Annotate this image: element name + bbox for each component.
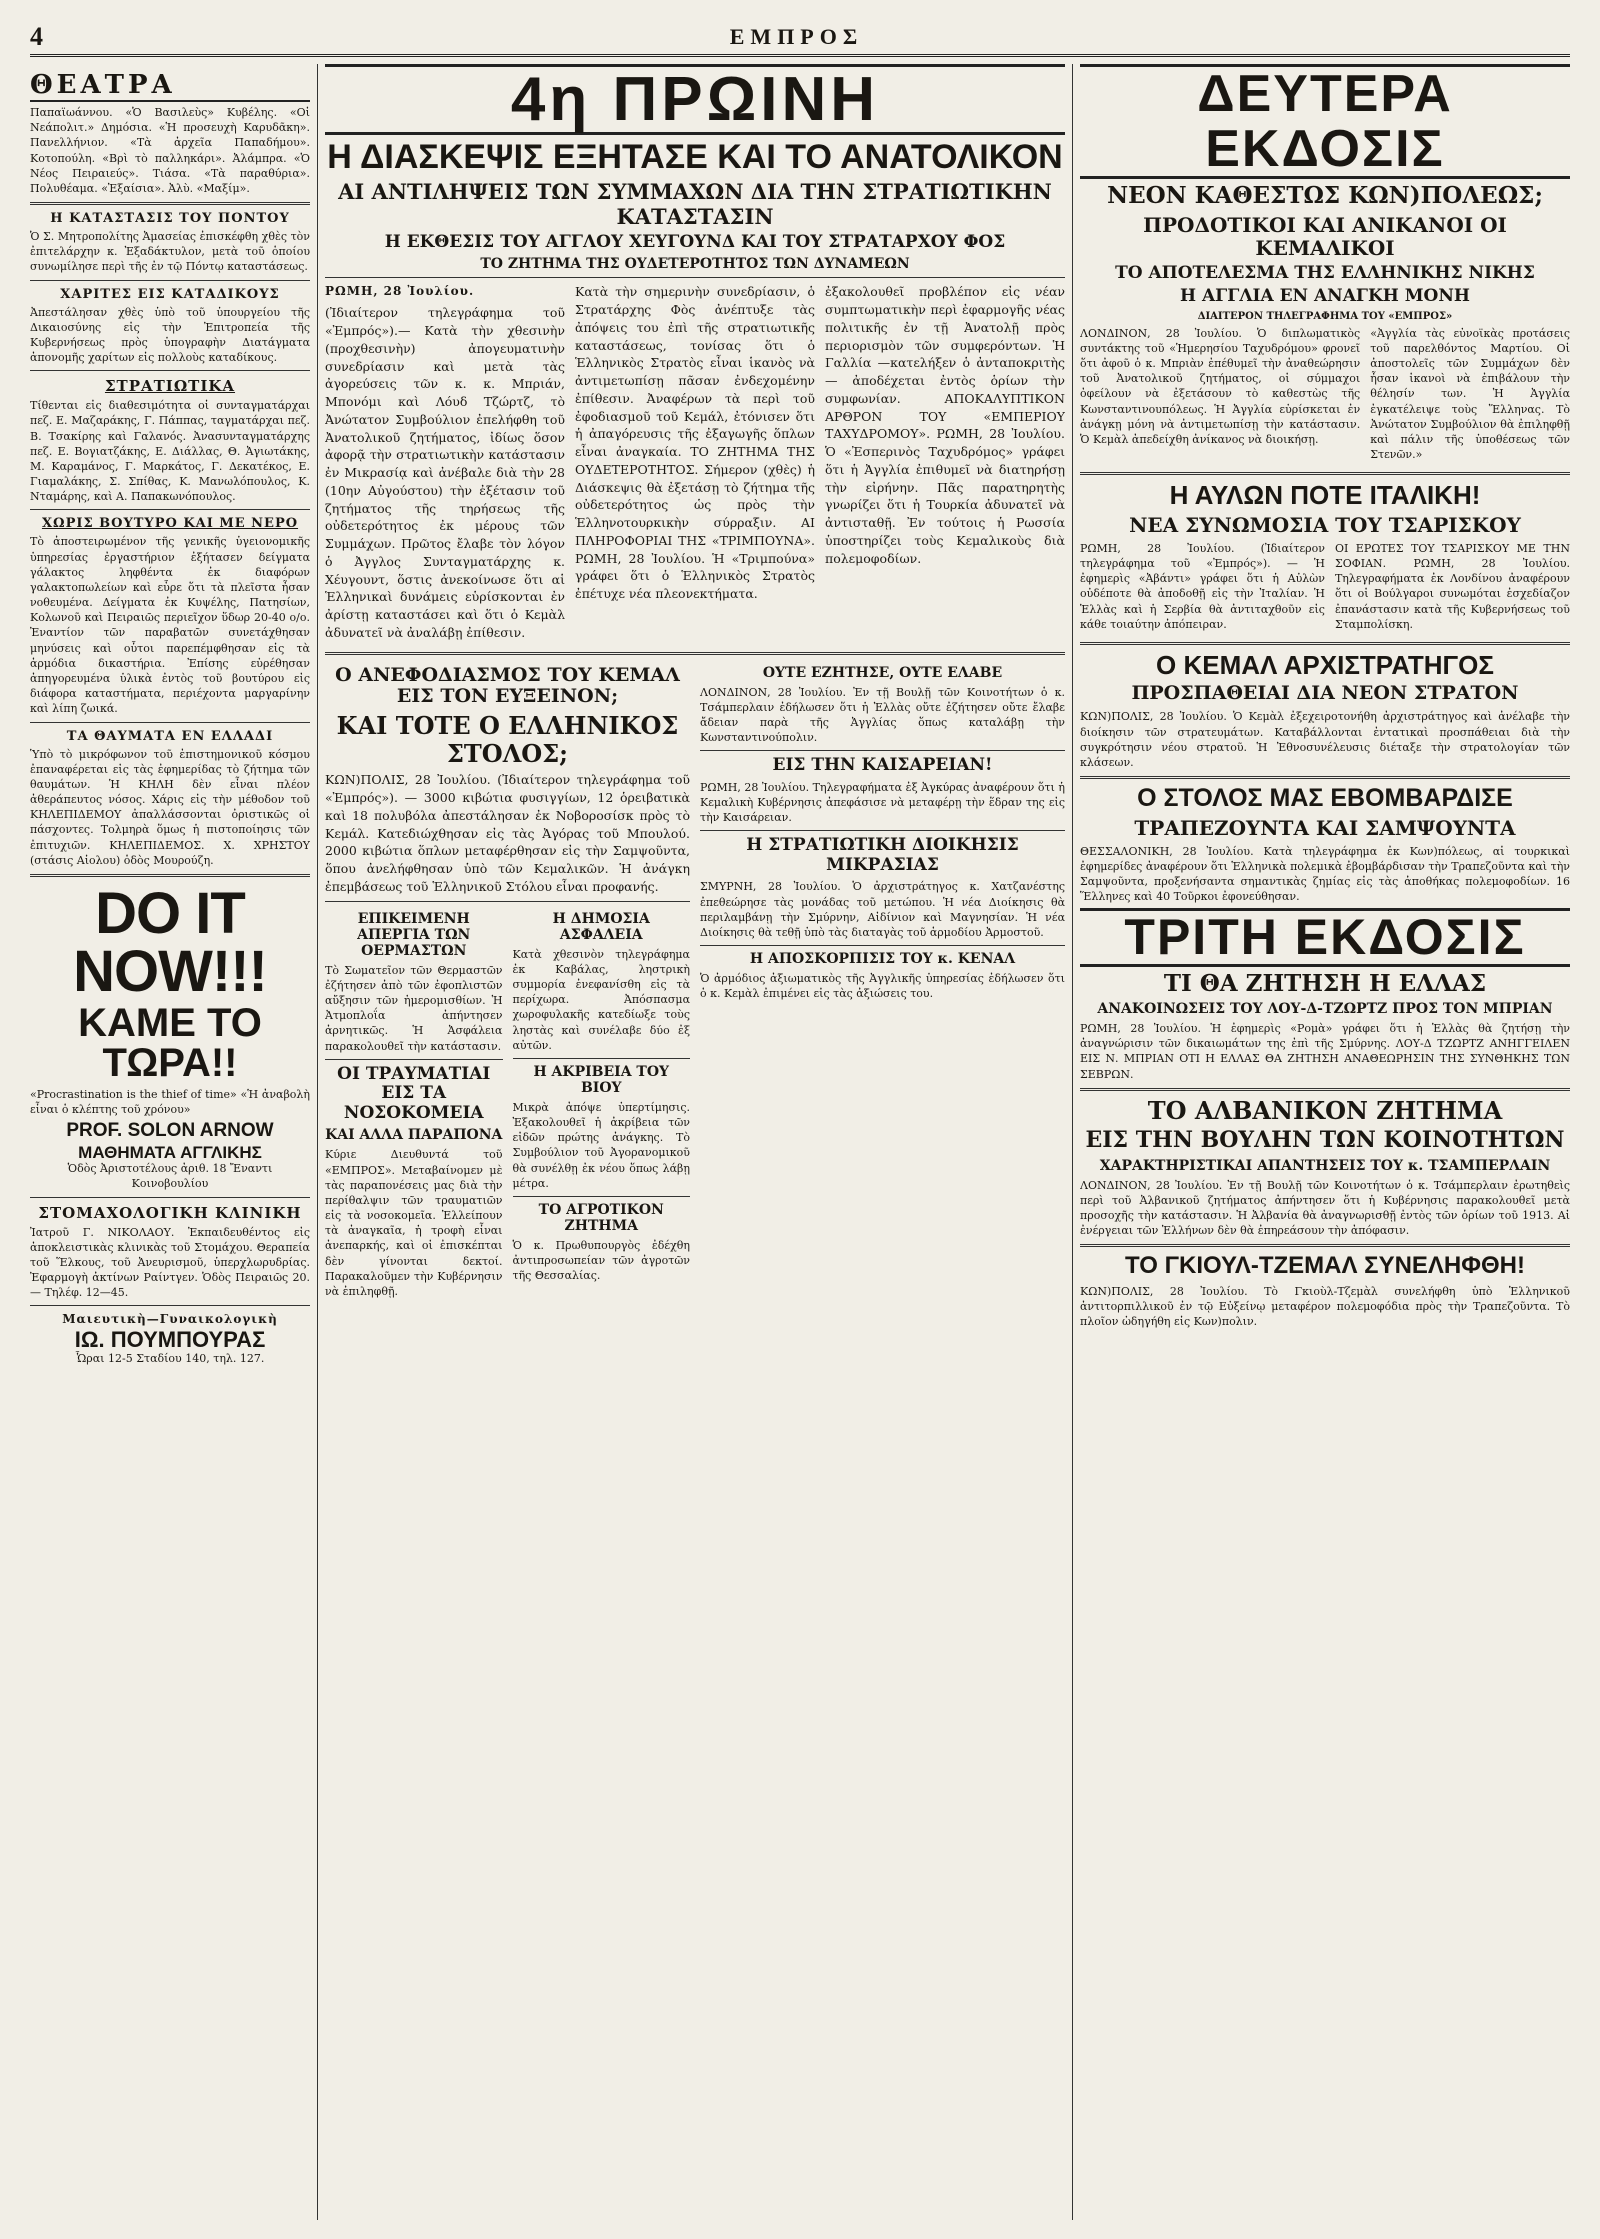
middle-lower [325,661,1065,1304]
graces-title: ΧΑΡΙΤΕΣ ΕΙΣ ΚΑΤΑΔΙΚΟΥΣ [60,286,280,302]
trebizond-h: ΤΡΑΠΕΖΟΥΝΤΑ ΚΑΙ ΣΑΜΨΟΥΝΤΑ [1134,815,1516,840]
albania-h2: ΕΙΣ ΤΗΝ ΒΟΥΛΗΝ ΤΩΝ ΚΟΙΝΟΤΗΤΩΝ [1085,1127,1565,1154]
avlon-h: Η ΑΥΛΩΝ ΠΟΤΕ ΙΤΑΛΙΚΗ! [1169,480,1481,511]
second-h2: ΠΡΟΔΟΤΙΚΟΙ ΚΑΙ ΑΝΙΚΑΝΟΙ ΟΙ ΚΕΜΑΛΙΚΟΙ [1143,212,1507,260]
sub3-text: Κύριε Διευθυντά τοῦ «ΕΜΠΡΟΣ». Μεταβαίνομεν μὲ τὰς παραπονέσεις μας διὰ τὴν περίθαλψιν τῶν τραυματιῶν εἰς τὰ νοσοκομεῖα. Ἐλλείπουν τὰ ἀναγκαῖα, ἡ τροφὴ εἶναι ἀνεπαρκής, καὶ οἱ ἐπισκέπται δὲν γίνονται δεκτοί. Παρακαλοῦμεν τὴν Κυβέρνησιν νὰ ἐπιληφθῇ. [325,1148,503,1298]
avlon-text: ΡΩΜΗ, 28 Ἰουλίου. (Ἰδιαίτερον τηλεγράφημα τοῦ «Ἐμπρός»). — Ἡ ἐφημερὶς «Ἀβάντι» γράφει ὅτι ἡ Αὐλὼν οὐδέποτε θὰ ἀποδοθῇ εἰς τὴν Ἰταλίαν. Ἡ Ἑλλὰς καὶ ἡ Σερβία θὰ ἀντιταχθοῦν εἰς κάθε τοιαύτην ἀπόπειραν. [1080,541,1325,631]
theatre-text: Παπαϊωάννου. «Ὁ Βασιλεὺς» Κυβέλης. «Οἱ Νεάπολιτ.» Δημόσια. «Ἡ προσευχὴ Καρυδᾶκη». Πανελλήνιον. «Τὰ ἀρχεῖα Παπαδήμου». Κοτοπούλη. «Βρὶ τὸ παλληκάρι». Ἀλάμπρα. «Ὁ Νέος Πειραιεύς». Τιάσα. «Τὰ παραθύρια». Πολυθέαμα. «Ἐξαίσια». Ἀλὺ. «Μαξίμ». [30,106,310,195]
pontus-title: Η ΚΑΤΑΣΤΑΣΙΣ ΤΟΥ ΠΟΝΤΟΥ [50,211,290,227]
lead-text-b: Κατὰ τὴν σημερινὴν συνεδρίασιν, ὁ Στρατάρχης Φὸς ἀνέπτυξε τὰς ἀπόψεις του ἐπὶ τῆς στρατιωτικῆς καταστάσεως, τονίσας ὅτι ὁ Ἑλληνικὸς Στρατὸς εἶναι ἱκανὸς νὰ ἀντιμετωπίσῃ πᾶσαν ἐνδεχομένην ἐπίθεσιν. Ἀναφέρων τὰ περὶ τοῦ ἐφοδιασμοῦ τοῦ Κεμάλ, ἐτόνισεν ὅτι ἡ ἀπαγόρευσις τῆς ἐξαγωγῆς ὅπλων εἶναι ἀναγκαία. ΤΟ ΖΗΤΗΜΑ ΤΗΣ ΟΥΔΕΤΕΡΟΤΗΤΟΣ. Σήμερον (χθὲς) ἡ Διάσκεψις θὰ ἐξετάσῃ τὸ ζήτημα τῆς οὐδετερότητος ὡς πρὸς τὴν Ἑλληνοτουρκικὴν σύρραξιν. ΑΙ ΠΛΗΡΟΦΟΡΙΑΙ ΤΗΣ «ΤΡΙΜΠΟΥΝΑ». ΡΩΜΗ, 28 Ἰουλίου. Ἡ «Τριμπούνα» γράφει ὅτι ὁ Ἑλληνικὸς Στρατὸς ἐπέτυχε νέα πλεονεκτήματα. [575,284,815,602]
masthead [30,20,1570,57]
column-right [1080,64,1570,2220]
column-middle [325,64,1065,2220]
sub1-title: Ο ΑΝΕΦΟΔΙΑΣΜΟΣ ΤΟΥ ΚΕΜΑΛ ΕΙΣ ΤΟΝ ΕΥΞΕΙΝΟΝ; [335,663,680,708]
column-left [30,64,310,2220]
obstetric-name: ΙΩ. ΠΟΥΜΠΟΥΡΑΣ [74,1327,266,1353]
lead-text-a: (Ἰδιαίτερον τηλεγράφημα τοῦ «Ἐμπρός»).— Κατὰ τὴν χθεσινὴν (προχθεσινὴν) ἀπογευματινὴν συνεδρίασιν καὶ μετὰ τὰς ἀγορεύσεις τῶν κ. κ. Μπριάν, Μπονόμι καὶ Λόυδ Τζώρτζ, τὸ Ἀνώτατον Συμβούλιον ἐπελήφθη τοῦ Ἀνατολικοῦ ζητήματος, ἰδίως ὅσον ἀφορᾷ τὴν στρατιωτικὴν κατάστασιν ἐν Μικρασίᾳ καὶ ἀνέβαλε διὰ τὴν 28 (10ην Αὐγούστου) τὴν ἐξέτασιν τοῦ ζητήματος τῆς τηρήσεως τῆς οὐδετερότητος ἐκ μέρους τῶν Συμμάχων. Πρῶτος ἔλαβε τὸν λόγον ὁ Ἀγγλος Συνταγματάρχης κ. Χέυγουντ, ὅστις ἀνεκοίνωσε ὅτι αἱ Ἑλληνικαὶ δυνάμεις εὑρίσκονται ἐν ἀρίστῃ καταστάσει καὶ ὅτι ὁ Κεμὰλ ἀδυνατεῖ νὰ ἀναλάβῃ ἐπίθεσιν. [325,305,565,640]
newspaper-page [30,20,1570,2220]
tsar-h: ΝΕΑ ΣΥΝΩΜΟΣΙΑ ΤΟΥ ΤΣΑΡΙΣΚΟΥ [1129,512,1521,537]
second-text2: «Ἀγγλία τὰς εὐνοϊκὰς προτάσεις τοῦ παρελθόντος Μαρτίου. Οἱ ἀποστολεῖς τῶν Συμμάχων δὲν ἦσαν ἱκανοὶ νὰ ἐπιβάλουν τὴν θέλησίν των. Ἡ Ἀγγλία ἐγκατέλειψε τοὺς Ἕλληνας. Τὸ Ἀνώτατον Συμβούλιον θὰ ἐπιληφθῇ καὶ πάλιν τῆς ὑποθέσεως τῶν Στενῶν.» [1370,326,1570,462]
army-h: ΠΡΟΣΠΑΘΕΙΑΙ ΔΙΑ ΝΕΟΝ ΣΤΡΑΤΟΝ [1131,682,1519,705]
albania-h1: ΤΟ ΑΛΒΑΝΙΚΟΝ ΖΗΤΗΜΑ [1147,1095,1503,1125]
butter-text: Τὸ ἀποστειρωμένον τῆς γενικῆς ὑγειονομικῆς ὑπηρεσίας ἐργαστήριον ἐξήτασεν δείγματα γάλακτος ληφθέντα ἐκ διαφόρων γαλακτοπωλείων καὶ εὗρε ὅτι τὰ πλεῖστα ἦσαν νοθευμένα. Δείγματα ἐκ Κυψέλης, Πατησίων, Κολωνοῦ καὶ Πειραιῶς περιεῖχον ὕδωρ 20-40 ο/ο. Ἐναντίον τῶν παραβατῶν συνετάχθησαν μηνύσεις καὶ οὗτοι παρεπέμφθησαν εἰς τὰ ἁρμόδια δικαστήρια. Ἐπίσης εὑρέθησαν ἀπηγορευμένα ὑλικὰ ἐντὸς τοῦ βουτύρου εἰς διάφορα καταστήματα, περιέχοντα μαργαρίνην καὶ λίπη ζωικά. [30,535,310,716]
sub1-text: ΚΩΝ)ΠΟΛΙΣ, 28 Ἰουλίου. (Ἰδιαίτερον τηλεγράφημα τοῦ «Ἐμπρός»). — 3000 κιβώτια φυσιγγίων, 12 ὁρειβατικὰ καὶ 18 πολυβόλα ἀπεστάλησαν ἐκ Νοβοροσίσκ πρὸς τὸ Κεμάλ. Κατεδιώχθησαν εἰς τὰς Ἀγόρας τοῦ Μπουλού. 2000 κιβώτια ὅπλων μεταφέρθησαν εἰς τὴν Σαμψοῦντα, ὅπου ἀνελήφθησαν ὑπὸ τῶν Κεμαλικῶν. Ἡ ἀνάγκη ἐπεμβάσεως τοῦ Ἑλληνικοῦ Στόλου εἶναι προφανής. [325,772,690,894]
albania-h3: ΧΑΡΑΚΤΗΡΙΣΤΙΚΑΙ ΑΠΑΝΤΗΣΕΙΣ ΤΟΥ κ. ΤΣΑΜΠΕΡΛΑΙΝ [1099,1157,1551,1174]
second-h1: ΝΕΟΝ ΚΑΘΕΣΤΩΣ ΚΩΝ)ΠΟΛΕΩΣ; [1107,182,1543,210]
second-credit: ΔΙΑΙΤΕΡΟΝ ΤΗΛΕΓΡΑΦΗΜΑ ΤΟΥ «ΕΜΠΡΟΣ» [1197,310,1453,322]
third-text: ΡΩΜΗ, 28 Ἰουλίου. Ἡ ἐφημερὶς «Ρομὰ» γράφει ὅτι ἡ Ἑλλὰς θὰ ζητήσῃ τὴν ἀναγνώρισιν τῶν δικαιωμάτων της ἐπὶ τῆς Σμύρνης. ΛΟΥ-Δ ΤΖΩΡΤΖ ΑΝΗΓΓΕΙΛΕΝ ΕΙΣ Ν. ΜΠΡΙΑΝ ΟΤΙ Η ΕΛΛΑΣ ΘΑ ΖΗΤΗΣΗ ΑΝΑΘΕΩΡΗΣΙΝ ΤΗΣ ΣΥΝΘΗΚΗΣ ΤΩΝ ΣΕΒΡΩΝ. [1080,1022,1570,1081]
sub2-title: ΕΠΙΚΕΙΜΕΝΗ ΑΠΕΡΓΙΑ ΤΩΝ ΟΕΡΜΑΣΤΩΝ [357,910,471,959]
butter-title: ΧΩΡΙΣ ΒΟΥΤΥΡΟ ΚΑΙ ΜΕ ΝΕΡΟ [41,516,299,532]
wonders-title: ΤΑ ΘΑΥΜΑΤΑ ΕΝ ΕΛΛΑΔΙ [66,728,274,744]
albania-text: ΛΟΝΔΙΝΟΝ, 28 Ἰουλίου. Ἐν τῇ Βουλῇ τῶν Κοινοτήτων ὁ κ. Τσάμπερλαιν ἐρωτηθεὶς περὶ τοῦ Ἀλβανικοῦ ζητήματος ἀπήντησεν ὅτι ἡ Κυβέρνησις παρακολουθεῖ μετὰ προσοχῆς τὴν κατάστασιν. Ἡ Ἀλβανία θὰ ἀναγνωρισθῇ ἐντὸς τῶν ὁρίων τοῦ 1913. Αἱ ἐνέργειαι τῶν Ἑλλήνων δὲν θὰ ἐπηρεάσουν τὴν ἀπόφασιν. [1080,1178,1570,1238]
graces-text: Ἀπεστάλησαν χθὲς ὑπὸ τοῦ ὑπουργείου τῆς Δικαιοσύνης εἰς τὴν Ἐπιτροπεία τῆς Κυβερνήσεως πρὸς ὑπογραφὴν Διατάγματα ἀπονομῆς χαρίτων εἰς πολλοὺς καταδίκους. [30,305,310,365]
second-h4: Η ΑΓΓΛΙΑ ΕΝ ΑΝΑΓΚΗ ΜΟΝΗ [1180,286,1470,307]
kemal-h: Ο ΚΕΜΑΛ ΑΡΧΙΣΤΡΑΤΗΓΟΣ [1156,649,1494,680]
lead-text-c: ἐξακολουθεῖ προβλέπον εἰς νέαν συμπτωματικὴν περὶ ἐφαρμογῆς νέας πολιτικῆς ἐν τῇ Ἀνατολῇ πρὸς περιορισμὸν τῶν συμφερόντων. Ἡ Γαλλία —κατελήξεν ὁ ἀνταποκριτὴς— ἀποδέχεται ἐντὸς ὁρίων τὴν συμφωνίαν. ΑΠΟΚΑΛΥΠΤΙΚΟΝ ΑΡΘΡΟΝ ΤΟΥ «ΕΜΠΕΡΙΟΥ ΤΑΧΥΔΡΟΜΟΥ». ΡΩΜΗ, 28 Ἰουλίου. Ὁ «Ἐσπερινὸς Ταχυδρόμος» γράφει ὅτι ἡ Ἀγγλία ἐπιθυμεῖ νὰ διατηρήσῃ τὴν εἰρήνην. Πᾶς παρατηρητὴς γνωρίζει ὅτι ἡ Τουρκία ἀδυνατεῖ νὰ ἀντισταθῇ. Ἐν τούτοις ἡ Ρωσσία ὑποστηρίζει τοὺς Κεμαλικοὺς διὰ πολεμοφοδίων. [825,284,1065,566]
clinic-title: ΣΤΟΜΑΧΟΛΟΓΙΚΗ ΚΛΙΝΙΚΗ [38,1203,302,1222]
sub4-text: Κατὰ χθεσινὸν τηλεγράφημα ἐκ Καβάλας, ληστρικὴ συμμορία ἐνεφανίσθη εἰς τὰ περίχωρα. Ἀπόσπασμα χωροφυλακῆς κατεδίωξε τοὺς ληστὰς καὶ συνέλαβε δύο ἐξ αὐτῶν. [512,947,690,1052]
lead-article [325,283,1065,645]
kemal-text: ΚΩΝ)ΠΟΛΙΣ, 28 Ἰουλίου. Ὁ Κεμὰλ ἐξεχειροτονήθη ἀρχιστράτηγος καὶ ἀνέλαβε τὴν διοίκησιν τῶν στρατευμάτων. Καταβάλλονται ἐντατικαὶ προσπάθειαι διὰ τὴν συγκρότησιν νέου στρατοῦ. Ἡ Ἐθνοσυνέλευσις διέταξε τὴν στρατολογίαν τῶν κλάσεων. [1080,710,1570,769]
sub10-title: Η ΑΠΟΣΚΟΡΠΙΣΙΣ ΤΟΥ κ. ΚΕΝΑΛ [749,951,1016,968]
page-number: 4 [30,22,43,51]
tsar-text: ΟΙ ΕΡΩΤΕΣ ΤΟΥ ΤΣΑΡΙΣΚΟΥ ΜΕ ΤΗΝ ΣΟΦΙΑΝ. ΡΩΜΗ, 28 Ἰουλίου. Τηλεγραφήματα ἐκ Λονδίνου ἀναφέρουν ὅτι οἱ Βούλγαροι συνωμόται ἐσχεδίαζον ἐπανάστασιν κατὰ τῆς Κυβερνήσεως τοῦ Σταμπολίσκη. [1334,541,1570,631]
headline-conference: Η ΔΙΑΣΚΕΨΙΣ ΕΞΗΤΑΣΕ ΚΑΙ ΤΟ ΑΝΑΤΟΛΙΚΟΝ [327,138,1063,177]
ad-quote: «Procrastination is the thief of time» «Ἡ ἀναβολὴ εἶναι ὁ κλέπτης τοῦ χρόνου» [30,1087,310,1117]
ad-lessons: ΜΑΘΗΜΑΤΑ ΑΓΓΛΙΚΗΣ [78,1143,262,1163]
military-title: ΣΤΡΑΤΙΩΤΙΚΑ [104,377,236,396]
fleet-text: ΘΕΣΣΑΛΟΝΙΚΗ, 28 Ἰουλίου. Κατὰ τηλεγράφημα ἐκ Κων)πόλεως, αἱ τουρκικαὶ ἐφημερίδες ἀναφέρουν ὅτι Ἑλληνικὰ πολεμικὰ ἐβομβάρδισαν τὴν Τραπεζοῦντα καὶ τὴν Σαμψοῦντα, προξενήσαντα σημαντικὰς ζημίας εἰς τὰς ἀποθήκας πολεμοφοδίων. 16 Ἕλληνες καὶ 40 Τοῦρκοι ἐφονεύθησαν. [1080,844,1570,904]
gioul-text: ΚΩΝ)ΠΟΛΙΣ, 28 Ἰουλίου. Τὸ Γκιοὺλ-Τζεμὰλ συνελήφθη ὑπὸ Ἑλληνικοῦ ἀντιτορπιλλικοῦ ἐν τῷ Εὐξείνῳ μεταφέρον πολεμοφόδια πρὸς τὴν Τραπεζοῦντα. Τὸ πλοῖον ὡδηγήθη εἰς Κων)πολιν. [1080,1284,1570,1329]
headline-report: Η ΕΚΘΕΣΙΣ ΤΟΥ ΑΓΓΛΟΥ ΧΕΥΓΟΥΝΔ ΚΑΙ ΤΟΥ ΣΤΡΑΤΑΡΧΟΥ ΦΟΣ [384,231,1006,252]
sub3-title2: ΚΑΙ ΑΛΛΑ ΠΑΡΑΠΟΝΑ [325,1127,503,1144]
third-h2: ΑΝΑΚΟΙΝΩΣΕΙΣ ΤΟΥ ΛΟΥ-Δ-ΤΖΩΡΤΖ ΠΡΟΣ ΤΟΝ ΜΠΡΙΑΝ [1097,1001,1553,1018]
paper-name: ΕΜΠΡΟΣ [729,24,864,49]
fleet-h: Ο ΣΤΟΛΟΣ ΜΑΣ ΕΒΟΜΒΑΡΔΙΣΕ [1137,784,1513,813]
obstetric-hours: Ὧραι 12-5 Σταδίου 140, τηλ. 127. [75,1352,265,1366]
edition-third: ΤΡΙΤΗ ΕΚΔΟΣΙΣ [1080,908,1570,967]
edition-second: ΔΕΥΤΕΡΑ ΕΚΔΟΣΙΣ [1080,64,1570,179]
sub3-title: ΟΙ ΤΡΑΥΜΑΤΙΑΙ ΕΙΣ ΤΑ ΝΟΣΟΚΟΜΕΙΑ [337,1063,491,1123]
column-rule [1072,64,1073,2220]
sub4-title: Η ΔΗΜΟΣΙΑ ΑΣΦΑΛΕΙΑ [552,910,650,943]
edition-morning: 4η ΠΡΩΙΝΗ [325,64,1065,135]
lead-dateline: ΡΩΜΗ, 28 Ἰουλίου. [325,284,475,299]
headline-allies: ΑΙ ΑΝΤΙΛΗΨΕΙΣ ΤΩΝ ΣΥΜΜΑΧΩΝ ΔΙΑ ΤΗΝ ΣΤΡΑΤΙΩΤΙΚΗΝ ΚΑΤΑΣΤΑΣΙΝ [338,179,1052,229]
gioul-h: ΤΟ ΓΚΙΟΥΛ-ΤΖΕΜΑΛ ΣΥΝΕΛΗΦΘΗ! [1125,1252,1525,1280]
obstetric-title: Μαιευτικὴ—Γυναικολογικὴ [62,1312,278,1327]
sub7-text: ΛΟΝΔΙΝΟΝ, 28 Ἰουλίου. Ἐν τῇ Βουλῇ τῶν Κοινοτήτων ὁ κ. Τσάμπερλαιν ἐδήλωσεν ὅτι ἡ Ἑλλὰς οὔτε ἐζήτησεν οὔτε ἔλαβε ἄδειαν παρὰ τῆς Ἀγγλίας ὅπως καταλάβῃ τὴν Κωνσταντινούπολιν. [700,685,1065,745]
sub6-title: ΤΟ ΑΓΡΟΤΙΚΟΝ ΖΗΤΗΜΑ [538,1201,664,1234]
sub6-text: Ὁ κ. Πρωθυπουργὸς ἐδέχθη ἀντιπροσωπείαν τῶν ἀγροτῶν τῆς Θεσσαλίας. [512,1238,690,1283]
pontus-text: Ὁ Σ. Μητροπολίτης Ἀμασείας ἐπισκέφθη χθὲς τὸν ἐπιτελάρχην κ. Ἐξαδάκτυλον, μετὰ τοῦ ὁποίου συνωμίλησε περὶ τῆς ἐν τῷ Πόντῳ καταστάσεως. [30,230,310,274]
sub8-text: ΡΩΜΗ, 28 Ἰουλίου. Τηλεγραφήματα ἐξ Ἀγκύρας ἀναφέρουν ὅτι ἡ Κεμαλικὴ Κυβέρνησις ἀπεφάσισε νὰ μεταφέρῃ τὴν ἕδραν της εἰς τὴν Καισάρειαν. [700,780,1065,825]
wonders-text: Ὑπὸ τὸ μικρόφωνον τοῦ ἐπιστημονικοῦ κόσμου ἐπαναφέρεται εἰς τὰς ἐφημερίδας τὸ ζήτημα τῶν θαυμάτων. Ἡ ΚΗΛΗ δὲν εἶναι πλέον ἀθεράπευτος νόσος. Χάρις εἰς τὴν μέθοδον τοῦ ΚΗΛΕΠΙΔΕΜΟΥ ἀπαλλάσσονται ὀριστικῶς οἱ πάσχοντες. Τολμηρὰ ὅμως ἡ πιστοποίησις τῶν ἐπιτυχιῶν. ΚΗΛΕΠΙΔΕΜΟΣ. Χ. ΧΡΗΣΤΟΥ (στάσις Αἰολου) ὁδὸς Μουρούζη. [30,747,310,867]
headline-neutrality: ΤΟ ΖΗΤΗΜΑ ΤΗΣ ΟΥΔΕΤΕΡΟΤΗΤΟΣ ΤΩΝ ΔΥΝΑΜΕΩΝ [480,256,910,273]
ad-prof-name: PROF. SOLON ARNOW [66,1120,274,1142]
sub9-text: ΣΜΥΡΝΗ, 28 Ἰουλίου. Ὁ ἀρχιστράτηγος κ. Χατζανέστης ἐπεθεώρησε τὰς μονάδας τοῦ μετώπου. Ἡ νέα Διοίκησις θὰ περιλαμβάνῃ τὴν Σμύρνην, Αἰδίνιον καὶ Μαγνησίαν. Ἡ νέα Διοίκησις θὰ τεθῇ ὑπὸ τὰς διαταγὰς τοῦ ἁρμοδίου Ἀρμοστοῦ. [700,880,1065,939]
second-h3: ΤΟ ΑΠΟΤΕΛΕΣΜΑ ΤΗΣ ΕΛΛΗΝΙΚΗΣ ΝΙΚΗΣ [1115,262,1535,283]
third-h1: ΤΙ ΘΑ ΖΗΤΗΣΗ Η ΕΛΛΑΣ [1163,969,1487,997]
sub10-text: Ὁ ἀρμόδιος ἀξιωματικὸς τῆς Ἀγγλικῆς ὑπηρεσίας ἐδήλωσεν ὅτι ὁ κ. Κεμὰλ ἐπιμένει εἰς τὰς ἀξιώσεις του. [700,972,1065,1001]
theatre-title: ΘΕΑΤΡΑ [30,70,310,102]
sub9-title: Η ΣΤΡΑΤΙΩΤΙΚΗ ΔΙΟΙΚΗΣΙΣ ΜΙΚΡΑΣΙΑΣ [746,835,1019,875]
ad-address: Ὁδὸς Ἀριστοτέλους ἀριθ. 18 Ἔναντι Κοινοβουλίου [67,1162,273,1191]
sub2-text: Τὸ Σωματεῖον τῶν Θερμαστῶν ἐζήτησεν ἀπὸ τῶν ἐφοπλιστῶν αὔξησιν τῶν ἡμερομισθίων. Ἡ Ἀτμοπλοΐα ἀπήντησεν ἀρνητικῶς. Ἡ Ἀσφάλεια παρακολουθεῖ τὴν κατάστασιν. [325,963,503,1053]
sub5-text: Μικρὰ ἀπόψε ὑπερτίμησις. Ἐξακολουθεῖ ἡ ἀκρίβεια τῶν εἰδῶν πρώτης ἀνάγκης. Τὸ Συμβούλιον τοῦ Ἀγορανομικοῦ θὰ συνέλθῃ ἐκ νέου ὅπως λάβῃ μέτρα. [512,1100,690,1190]
clinic-text: Ἰατροῦ Γ. ΝΙΚΟΛΑΟΥ. Ἐκπαιδευθέντος εἰς ἀποκλειστικὰς κλινικὰς τοῦ Στομάχου. Θεραπεία τοῦ Ἕλκους, τοῦ Ἀνευρισμοῦ, ὑπερχλωρυδρίας. Ἐφαρμογὴ ἀκτίνων Ραίντγεν. Ὁδὸς Πειραιῶς 20. — Τηλέφ. 12—45. [30,1225,310,1300]
second-text1: ΛΟΝΔΙΝΟΝ, 28 Ἰουλίου. Ὁ διπλωματικὸς συντάκτης τοῦ «Ἡμερησίου Ταχυδρόμου» φρονεῖ ὅτι ἀφοῦ ὁ κ. Μπριὰν ἐπέθυμεῖ τὴν ἀναθεώρησιν τοῦ Ἀνατολικοῦ ζητήματος, οἱ σύμμαχοι ὀφείλουν νὰ ἐξετάσουν τὸ καθεστὼς τῆς Κωνσταντινουπόλεως. Ἡ Ἀγγλία εὑρίσκεται ἐν ἀνάγκῃ μόνη νὰ ἀντιμετωπίσῃ τὴν κατάστασιν. Ὁ Κεμὰλ ἀπεδείχθη ἀνίκανος νὰ διοικήσῃ. [1080,326,1361,446]
sub7-title: ΟΥΤΕ ΕΖΗΤΗΣΕ, ΟΥΤΕ ΕΛΑΒΕ [762,664,1003,681]
column-rule [317,64,318,2220]
sub8-title: ΕΙΣ ΤΗΝ ΚΑΙΣΑΡΕΙΑΝ! [772,755,993,776]
ad-kame-to-tora: ΚΑΜΕ ΤΟ ΤΩΡΑ!! [78,1000,262,1085]
ad-do-it-now: DO IT NOW!!! [73,880,267,1004]
sub1-title2: ΚΑΙ ΤΟΤΕ Ο ΕΛΛΗΝΙΚΟΣ ΣΤΟΛΟΣ; [336,711,679,768]
sub5-title: Η ΑΚΡΙΒΕΙΑ ΤΟΥ ΒΙΟΥ [533,1063,670,1096]
military-text: Τίθενται εἰς διαθεσιμότητα οἱ συνταγματάρχαι πεζ. Ε. Μαζαράκης, Γ. Πάππας, ταγματάρχαι πεζ. Β. Τσακίρης καὶ Γαλανός. Ἀνασυνταγματάρχης πεζ. Ε. Βογιατζάκης, Ε. Διάλλας, Θ. Ἀγιωτάκης, Μ. Καραμάνος, Γ. Μαρκάτος, Γ. Δεκατέκος, Ε. Γιαμαλάκης, Σ. Σπίθας, Κ. Μανωλόπουλος, Κ. Νταμάρης, καὶ Α. Παπακωνόπουλος. [30,399,310,504]
